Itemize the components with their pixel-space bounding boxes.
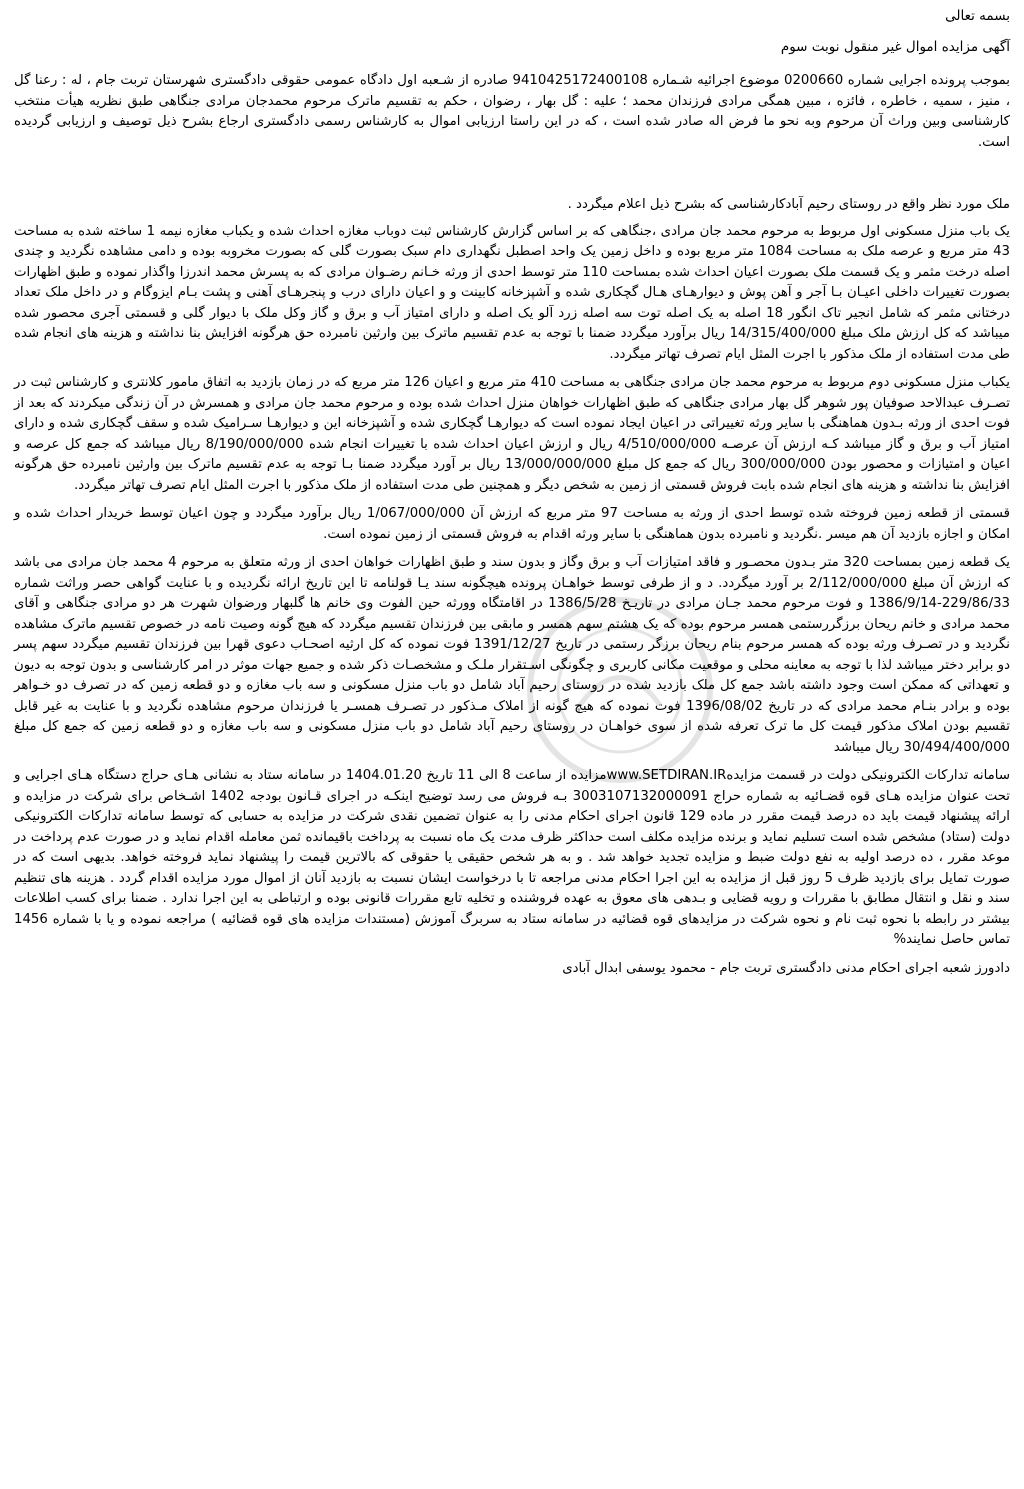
property-item-1: یک باب منزل مسکونی اول مربوط به مرحوم محمد جان مرادی ،جنگاهی که بر اساس گزارش کارشناس ثبت دوباب مغازه احداث شده و یکباب مغازه نیمه 1 ساخته شده به مساحت 43 متر مربع و عرصه ملک به مساحت 1084 متر مربع بوده و داخل زمین یک واحد اصطبل نگهداری دام سبک بصورت گلی که بصورت مخروبه بوده و دامی مشاهده نگردید و چندی اصله درخت مثمر و یک قسمت ملک بصورت اعیان احداث شده بمساحت 110 متر توسط احدی از ورثه خـانم رضـوان مرادی که به پسرش محمد اندرزا واگذار نموده و طبق اظهارات بصورت تغییرات داخلی اعیـان بـا آجر و آهن پوش و دیوارهـای هـال گچکاری شده و آشپزخانه کابینت و و اعیان دارای درب و پنجرهـای آهنی و پشت بـام ایزوگام و در داخل ملک تعداد درختانی مثمر که شامل انجیر تاک انگور 18 اصله به یک اصله توت سه اصله زرد آلو یک اصله و دارای امتیاز آب و برق و گاز وکل ملک با دیوار گلی و قسمتی آجری محصور شده میباشد که کل ارزش ملک مبلغ 14/315/400/000 ریال برآورد میگردد ضمنا با توجه به عدم تقسیم ماترک بین وارثین نامبرده حق هرگونه افزایش بنا نداشته و هزینه های انجام شده طی مدت استفاده از ملک مذکور با اجرت المثل ایام تصرف تهاتر میگردد. bbox=[14, 223, 1011, 362]
intro-paragraph: بموجب پرونده اجرایی شماره 0200660 موضوع اجرائیه شـماره 9410425172400108 صادره از شـعبه اول دادگاه عمومی حقوقی دادگستری شهرستان تربت جام ، له : رعنا گل ، منیز ، سمیه ، خاطره ، فائزه ، مبین همگی مرادی فرزندان محمد ؛ علیه : گل بهار ، رضوان ، حکم به تقسیم ماترک مرحوم محمدجان مرادی جنگاهی طبق نظریه هیأت منتخب کارشناسی وبین وراث آن مرحوم وبه نحو ما فرض اله صادر شده است ، که در این راستا ارزیابی اموال به کارشناس رسمی دادگستری ارجاع بشرح ذیل توصیف و ارزیابی گردیده است. bbox=[14, 73, 1010, 150]
property-item-4: یک قطعه زمین بمساحت 320 متر بـدون محصـور و فاقد امتیازات آب و برق وگاز و بدون سند و طبق اظهارات خواهان احدی از ورثه متعلق به مرحوم 4 محمد جان مرادی می باشد که ارزش آن مبلغ 2/112/000/000 بر آورد میگردد. د و از طرفی توسط خواهـان پرونده هیچگونه سند یـا قولنامه تا این تاریخ ارائه نگردیده و با عنایت گواهی حصر وراثت شماره 229/86/33-1386/9/14 و فوت مرحوم محمد جـان مرادی در تاریـخ 1386/5/28 در اقامتگاه وورثه حین الفوت وی خانم ها گلبهار ورضوان شهرت هر دو مرادی جنگاهی و آقای محمد مرادی و خانم ریحان برزگررستمی همسر مرحوم بوده که یک هشتم سهم همسر و مابقی بین فرزندان تقسیم میگردد که هیچ گونه وصیت نامه در خصوص تقسیم ماترک مشاهده نگردید و در تصـرف ورثه بوده که همسر مرحوم بنام ریحان برزگر رستمی در تاریخ 1391/12/27 فوت نموده که کل ارثیه اصحـاب دعوی قهرا بین فرزندان تقسیم میگردد سهم پسر دو برابر دختر میباشد لذا با توجه به معاینه محلی و موقعیت مکانی کاربری و چگونگی اسـتقرار ملـک و مشخصـات ذکر شده و جمیع جهات موثر در امر کارشناسی و بدون توجه به دیون و تعهداتی که ممکن است وجود داشته باشد جمع کل ملک بازدید شده در روستای رحیم آباد شامل دو باب منزل مسکونی و سه باب مغازه و دو قطعه زمین که در تصرف دو خـواهر بوده و برادر بنـام محمد مرادی که در تاریخ 1396/08/02 فوت نموده که هیچ گونه از املاک مـذکور در تصـرف همسـر یا فرزندان مرحوم مشاهده نگردید و با عنایت به غیر قابل تقسیم بودن املاک مذکور قیمت کل ما ترک تعرفه شده از سوی خواهـان در روستای رحیم آباد شامل دو باب منزل مسکونی و سه باب مغازه و دو قطعه زمین که جمع کل مبلغ 30/494/400/000 ریال میباشد bbox=[14, 555, 1011, 755]
signature-line: دادورز شعبه اجرای احکام مدنی دادگستری تربت جام - محمود یوسفی ابدال آبادی bbox=[562, 960, 1010, 976]
property-item-2: یکباب منزل مسکونی دوم مربوط به مرحوم محمد جان مرادی جنگاهی به مساحت 410 متر مربع و اعیان 126 متر مربع که در زمان بازدید به اتفاق مامور کلانتری و کارشناس ثبت در تصـرف عبدالاحد صوفیان پور شوهر گل بهار مرادی جنگاهی که طبق اظهارات خواهان منزل احداث شده بوده و مرحوم محمد جان مرادی و همسرش در آن زندگی میکردند که بعد از فوت احدی از ورثه بـدون هماهنگی با سایر ورثه تغییراتی در اعیان ایجاد نموده است که دیوارهـا گچکاری شده و آشپزخانه این و دیوارهـا سـرامیک شده و سقف گچکاری شده و دارای امتیاز آب و برق و گاز میباشد کـه ارزش آن عرصـه 4/510/000/000 ریال و ارزش اعیان احداث شده با تغییرات انجام شده 8/190/000/000 ریال میباشد که جمع کل عرصه و اعیان و امتیازات و محصور بودن 300/000/000 ریال که جمع کل مبلغ 13/000/000/000 ریال بر آورد میگردد ضمنا بـا توجه به عدم تقسیم ماترک بین وارثین نامبرده حق هرگونه افزایش بنا نداشته و هزینه های انجام شده بابت فروش قسمتی از زمین به شخص دیگر و همچنین طی مدت استفاده از ملک مذکور با اجرت المثل ایام تصرف تهاتر میگردد. bbox=[14, 375, 1010, 493]
notice-document bbox=[14, 6, 1010, 979]
property-item-3: قسمتی از قطعه زمین فروخته شده توسط احدی از ورثه به مساحت 97 متر مربع که ارزش آن 1/067/000/000 ریال برآورد میگردد و چون اعیان توسط خریدار احداث شده و امکان و اجازه بازدید آن هم میسر .نگردید و نامبرده بدون هماهنگی با سایر ورثه اقدام به فروش قسمتی از زمین نموده است. bbox=[14, 506, 1010, 542]
notice-title: آگهی مزایده اموال غیر منقول نوبت سوم bbox=[780, 38, 1010, 55]
auction-terms-paragraph: سامانه تدارکات الکترونیکی دولت در قسمت مزایدهwww.SETDIRAN.IRمزایده از ساعت 8 الی 11 تاریخ 1404.01.20 در سامانه ستاد به نشانی هـای حراج دستگاه هـای اجرایی و تحت عنوان مزایده هـای قوه قضـائیه به شماره حراج 3003107132000091 بـه فروش می رسد توضیح اینکـه در اجرای قـانون بودجه 1402 اشـخاص برای شرکت در مزایده و ارائه پیشنهاد قیمت باید ده درصد قیمت مقرر در ماده 129 قانون اجرای احکام مدنی را به عنوان تضمین نقدی شرکت در مزایده به حسابی که توسط سامانه تدارکات الکترونیکی دولت (ستاد) مشخص شده است تسلیم نماید و برنده مزایده مکلف است حداکثر ظرف مدت یک ماه نسبت به پرداخت باقیمانده ثمن معامله اقدام نماید و در صورت عدم پرداخت در موعد مقرر ، ده درصد اولیه به نفع دولت ضبط و مزایده تجدید خواهد شد . و به هر شخص حقیقی یا حقوقی که بالاترین قیمت را پیشنهاد نماید فروخته خواهد. بدیهی است که در صورت تمایل برای بازدید ظرف 5 روز قبل از مزایده به این اجرا احکام مدنی مراجعه تا با درخواست ایشان نسبت به بازدید آنان از اموال مورد مزایده اقدام گردد . هزینه های تنظیم سند و نقل و انتقال مطابق با مقررات و رویه قضایی و بـدهی های معوق به عهده فروشنده و تخلیه تابع مقررات قانونی بوده و ارتباطی به این اجرا ندارد . ضمنا برای کسب اطلاعات بیشتر در رابطه با نحوه ثبت نام و نحوه شرکت در مزایدهای قوه قضائیه در سامانه ستاد به سربرگ آموزش (مستندات مزایده های قوه قضائیه ) مراجعه نموده و یا با شماره 1456 تماس حاصل نمایند% bbox=[14, 768, 1011, 947]
basmala-heading: بسمه تعالی bbox=[945, 8, 1010, 24]
location-heading: ملک مورد نظر واقع در روستای رحیم آبادکارشناسی که بشرح ذیل اعلام میگردد . bbox=[567, 197, 1010, 212]
